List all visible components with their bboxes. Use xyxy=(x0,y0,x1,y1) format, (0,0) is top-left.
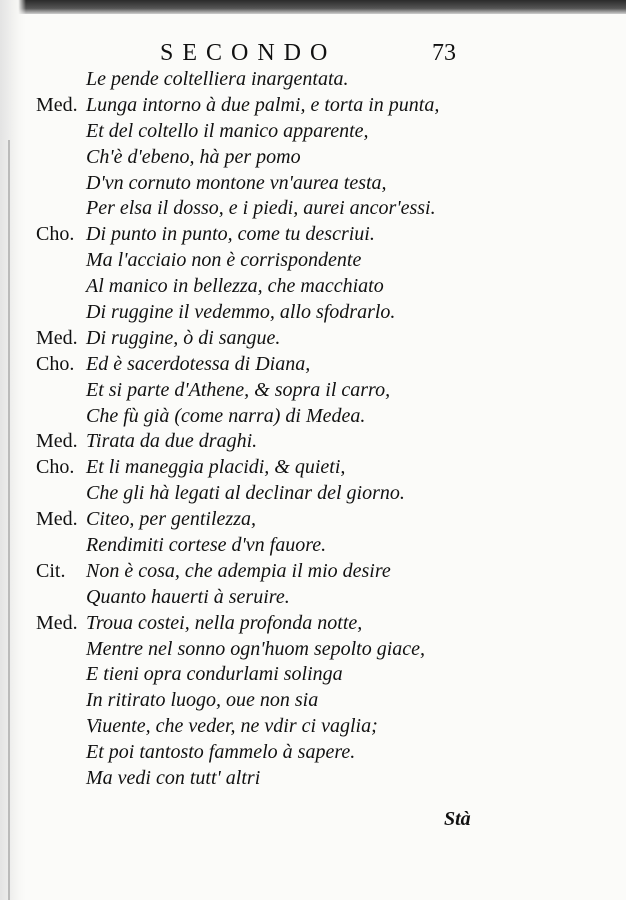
verse-line xyxy=(0,429,626,455)
verse-line xyxy=(0,119,626,145)
verse-line xyxy=(0,481,626,507)
verse-text: Viuente, che veder, ne vdir ci vaglia; xyxy=(86,715,378,738)
verse-line xyxy=(0,637,626,663)
verse-text: Ed è sacerdotessa di Diana, xyxy=(86,352,311,375)
verse-text: Le pende coltelliera inargentata. xyxy=(86,68,349,90)
verse-line xyxy=(0,352,626,378)
verse-text-block xyxy=(0,67,626,792)
verse-line xyxy=(0,507,626,533)
speaker-label: Cho. xyxy=(36,223,75,246)
verse-line xyxy=(0,326,626,352)
verse-line xyxy=(0,559,626,585)
verse-line xyxy=(0,404,626,430)
verse-text: Et si parte d'Athene, & sopra il carro, xyxy=(86,378,391,401)
verse-text: Troua costei, nella profonda notte, xyxy=(86,611,363,634)
verse-line xyxy=(0,611,626,637)
verse-text: In ritirato luogo, oue non sia xyxy=(86,689,319,712)
verse-line xyxy=(0,378,626,404)
page-number: 73 xyxy=(432,40,456,66)
verse-text: Tirata da due draghi. xyxy=(86,430,258,453)
speaker-label: Med. xyxy=(36,326,78,349)
verse-text: Non è cosa, che adempia il mio desire xyxy=(86,559,391,582)
verse-line xyxy=(0,171,626,197)
verse-line xyxy=(0,300,626,326)
verse-text: D'vn cornuto montone vn'aurea testa, xyxy=(86,171,387,194)
verse-text: Ma l'acciaio non è corrispondente xyxy=(86,249,362,272)
verse-line xyxy=(0,662,626,688)
speaker-label: Cit. xyxy=(36,559,66,582)
verse-text: Di punto in punto, come tu descriui. xyxy=(86,223,375,246)
verse-line xyxy=(0,714,626,740)
verse-text: Citeo, per gentilezza, xyxy=(86,508,256,531)
verse-text: Di ruggine, ò di sangue. xyxy=(86,326,281,349)
verse-line xyxy=(0,688,626,714)
verse-text: Lunga intorno à due palmi, e torta in punta, xyxy=(86,93,440,116)
verse-text: Per elsa il dosso, e i piedi, aurei ancor'essi. xyxy=(86,197,436,220)
verse-text: Rendimiti cortese d'vn fauore. xyxy=(86,534,327,557)
scan-top-edge xyxy=(0,0,626,14)
verse-text: Che gli hà legati al declinar del giorno. xyxy=(86,482,405,505)
running-head: SECONDO xyxy=(160,40,337,66)
verse-text: E tieni opra condurlami solinga xyxy=(86,663,343,686)
verse-line xyxy=(0,196,626,222)
verse-line xyxy=(0,222,626,248)
verse-line xyxy=(0,533,626,559)
verse-line xyxy=(0,585,626,611)
verse-line xyxy=(0,93,626,119)
verse-text: Et poi tantosto fammelo à sapere. xyxy=(86,741,356,764)
speaker-label: Med. xyxy=(36,611,78,634)
verse-text: Ch'è d'ebeno, hà per pomo xyxy=(86,145,301,168)
verse-line xyxy=(0,766,626,792)
speaker-label: Cho. xyxy=(36,352,75,375)
verse-text: Et li maneggia placidi, & quieti, xyxy=(86,456,346,479)
verse-text: Al manico in bellezza, che macchiato xyxy=(86,275,384,298)
verse-text: Quanto hauerti à seruire. xyxy=(86,585,290,608)
verse-line xyxy=(0,67,626,93)
verse-text: Ma vedi con tutt' altri xyxy=(86,767,261,790)
catchword: Stà xyxy=(444,808,471,830)
speaker-label: Med. xyxy=(36,93,78,116)
verse-text: Mentre nel sonno ogn'huom sepolto giace, xyxy=(86,637,426,660)
verse-line xyxy=(0,455,626,481)
verse-line xyxy=(0,740,626,766)
verse-text: Et del coltello il manico apparente, xyxy=(86,119,369,142)
verse-line xyxy=(0,274,626,300)
verse-line xyxy=(0,248,626,274)
speaker-label: Cho. xyxy=(36,456,75,479)
speaker-label: Med. xyxy=(36,508,78,531)
speaker-label: Med. xyxy=(36,430,78,453)
verse-line xyxy=(0,145,626,171)
verse-text: Che fù già (come narra) di Medea. xyxy=(86,404,366,427)
verse-text: Di ruggine il vedemmo, allo sfodrarlo. xyxy=(86,301,396,324)
